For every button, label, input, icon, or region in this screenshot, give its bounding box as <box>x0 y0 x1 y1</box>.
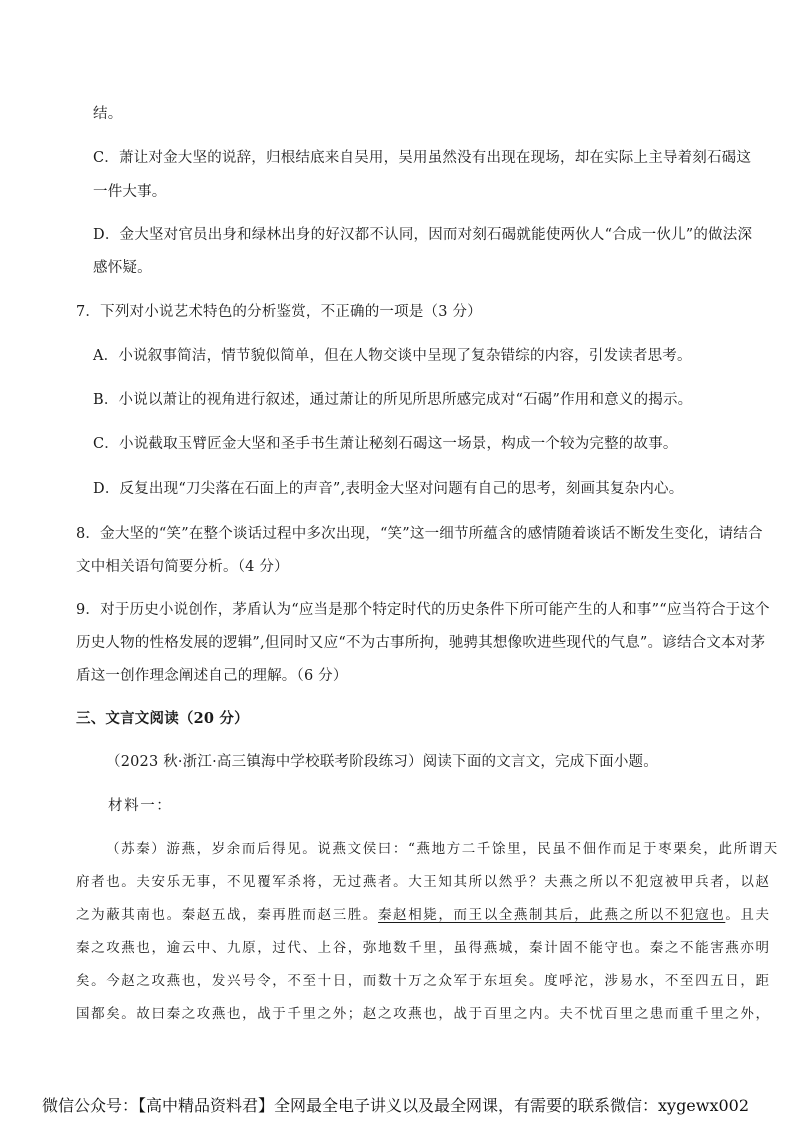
question-9-line-2: 历史人物的性格发展的逻辑”,但同时又应“不为古事所拘，驰骋其想像吹进些现代的气息”。谚结合文本对茅 <box>76 635 766 651</box>
classical-text-line-6: 国都矣。故曰秦之攻燕也，战于千里之外；赵之攻燕也，战于百里之内。夫不忧百里之患而重千里之外， <box>76 1006 771 1022</box>
question-7: 7．下列对小说艺术特色的分析鉴赏，不正确的一项是（3 分） <box>76 304 482 320</box>
option-d-line-2: 感怀疑。 <box>93 260 152 276</box>
question-7-option-c: C．小说截取玉臂匠金大坚和圣手书生萧让秘刻石碣这一场景，构成一个较为完整的故事。 <box>93 436 678 452</box>
classical-text-line-1: （苏秦）游燕，岁余而后得见。说燕文侯曰：“燕地方二千馀里，民虽不佃作而足于枣栗矣，此所谓天 <box>106 841 779 857</box>
question-7-option-d: D．反复出现“刀尖落在石面上的声音”,表明金大坚对问题有自己的思考，刻画其复杂内心。 <box>93 481 684 497</box>
material-label: 材料一： <box>108 798 173 814</box>
section-heading: 三、文言文阅读（20 分） <box>76 710 249 727</box>
question-9-line-1: 9．对于历史小说创作，茅盾认为“应当是那个特定时代的历史条件下所可能产生的人和事”“应当符合于这个 <box>76 602 770 618</box>
underlined-sentence: 秦赵相毙，而王以全燕制其后，此燕之所以不犯寇也 <box>378 907 726 923</box>
passage-intro: （2023 秋·浙江·高三镇海中学校联考阶段练习）阅读下面的文言文，完成下面小题。 <box>106 754 658 770</box>
question-7-option-a: A．小说叙事简洁，情节貌似简单，但在人物交谈中呈现了复杂错综的内容，引发读者思考。 <box>93 348 692 364</box>
question-8-line-1: 8．金大坚的“笑”在整个谈话过程中多次出现，“笑”这一细节所蕴含的感情随着谈话不断发生变化，请结合 <box>76 526 763 542</box>
classical-text-line-5: 矣。今赵之攻燕也，发兴号令，不至十日，而数十万之众军于东垣矣。度呼沱，涉易水，不至四五日，距 <box>76 973 771 989</box>
text-line: 结。 <box>93 106 123 122</box>
option-c-line-1: C．萧让对金大坚的说辞，归根结底来自吴用，吴用虽然没有出现在现场，却在实际上主导着刻石碣这 <box>93 150 752 166</box>
classical-text-segment: 。且夫 <box>725 907 771 923</box>
classical-text-line-3 <box>76 905 771 925</box>
option-c-line-2: 一件大事。 <box>93 184 167 200</box>
option-d-line-1: D．金大坚对官员出身和绿林出身的好汉都不认同，因而对刻石碣就能使两伙人“合成一伙儿”的做法深 <box>93 227 753 243</box>
question-7-option-b: B．小说以萧让的视角进行叙述，通过萧让的所见所思所感完成对“石碣”作用和意义的揭示。 <box>93 392 693 408</box>
footer-notice: 微信公众号：【高中精品资料君】全网最全电子讲义以及最全网课，有需要的联系微信：xygewx002 <box>42 1096 750 1115</box>
classical-text-line-2: 府者也。夫安乐无事，不见覆军杀将，无过燕者。大王知其所以然乎？夫燕之所以不犯寇被甲兵者，以赵 <box>76 874 771 890</box>
classical-text-line-4: 秦之攻燕也，逾云中、九原，过代、上谷，弥地数千里，虽得燕城，秦计固不能守也。秦之不能害燕亦明 <box>76 940 771 956</box>
question-8-line-2: 文中相关语句简要分析。（4 分） <box>76 559 289 575</box>
classical-text-segment: 之为蔽其南也。秦赵五战，秦再胜而赵三胜。 <box>76 907 378 923</box>
question-9-line-3: 盾这一创作理念阐述自己的理解。（6 分） <box>76 668 348 684</box>
